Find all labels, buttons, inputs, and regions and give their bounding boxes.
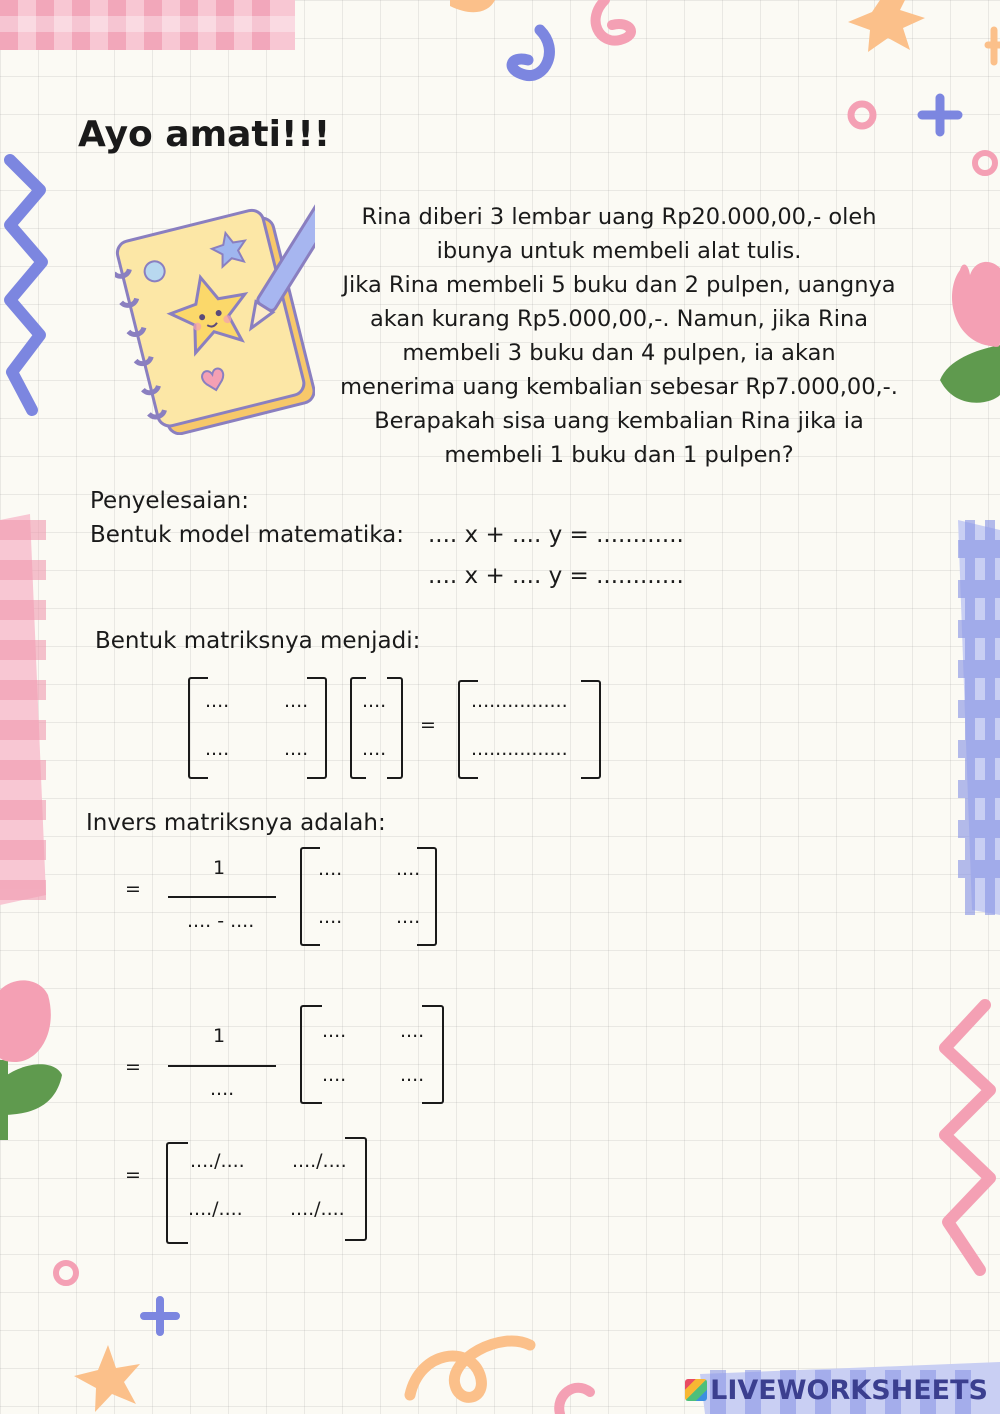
pink-zigzag (945, 1005, 990, 1270)
inverse2-m21-input[interactable]: .... (322, 1064, 347, 1086)
equals-sign: = (420, 714, 436, 736)
matrix-r2-input[interactable]: ................ (471, 738, 568, 760)
equals-sign: = (125, 1164, 141, 1186)
story-line: Rina diberi 3 lembar uang Rp20.000,00,- oleh (361, 204, 877, 230)
inverse-label: Invers matriksnya adalah: (86, 810, 386, 836)
inverse2-m22-input[interactable]: .... (400, 1064, 425, 1086)
inverse3-m11-input[interactable]: ..../.... (190, 1150, 245, 1172)
inverse3-m22-input[interactable]: ..../.... (290, 1198, 345, 1220)
page-title: Ayo amati!!! (78, 114, 331, 155)
blue-squiggle (512, 30, 549, 76)
bracket-left (166, 1142, 188, 1244)
story-line: ibunya untuk membeli alat tulis. (436, 238, 802, 264)
equals-sign: = (125, 1056, 141, 1078)
fraction-numerator: 1 (213, 857, 226, 879)
model-label: Bentuk model matematika: (90, 522, 404, 548)
pink-ring-bottom (56, 1263, 76, 1283)
tulip-left (0, 980, 62, 1140)
matrix-a21-input[interactable]: .... (205, 738, 230, 760)
inverse1-m11-input[interactable]: .... (318, 858, 343, 880)
fraction-numerator: 1 (213, 1025, 226, 1047)
inverse3-m21-input[interactable]: ..../.... (188, 1198, 243, 1220)
story-line: membeli 1 buku dan 1 pulpen? (444, 442, 794, 468)
matrix-a12-input[interactable]: .... (284, 690, 309, 712)
bracket-left (300, 847, 320, 946)
orange-star-bottom (74, 1345, 140, 1412)
equation-2-input[interactable]: .... x + .... y = ............ (428, 563, 684, 589)
story-line: membeli 3 buku dan 4 pulpen, ia akan (402, 340, 836, 366)
inverse2-m11-input[interactable]: .... (322, 1020, 347, 1042)
blue-plus-bottom (144, 1300, 176, 1332)
liveworksheets-logo[interactable] (685, 1375, 988, 1406)
orange-star (848, 0, 925, 52)
story-line: menerima uang kembalian sebesar Rp7.000,00,-. (340, 374, 898, 400)
fraction-line (168, 1065, 276, 1067)
pink-dot-right (975, 153, 995, 173)
pink-squiggle-bottom (559, 1388, 590, 1414)
blue-zigzag (10, 160, 42, 410)
equation-1-input[interactable]: .... x + .... y = ............ (428, 522, 684, 548)
tulip-right (940, 262, 1000, 403)
inverse2-m12-input[interactable]: .... (400, 1020, 425, 1042)
equals-sign: = (125, 878, 141, 900)
pink-tape-top-left (0, 0, 295, 50)
matrix-v2-input[interactable]: .... (362, 738, 387, 760)
liveworksheets-logo-icon (685, 1379, 707, 1401)
matrix-v1-input[interactable]: .... (362, 690, 387, 712)
bracket-right (387, 677, 403, 779)
story-problem (335, 200, 903, 472)
fraction-line (168, 896, 276, 898)
notebook-illustration (115, 190, 315, 435)
pink-ring (851, 104, 873, 126)
inverse1-m12-input[interactable]: .... (396, 858, 421, 880)
bracket-right (307, 677, 327, 779)
pink-tape-left (0, 514, 46, 905)
inverse1-m22-input[interactable]: .... (396, 906, 421, 928)
blue-tape-right (958, 520, 1000, 915)
liveworksheets-logo-text: LIVEWORKSHEETS (710, 1375, 988, 1406)
matrix-label: Bentuk matriksnya menjadi: (95, 628, 421, 654)
inverse3-m12-input[interactable]: ..../.... (292, 1150, 347, 1172)
inverse1-m21-input[interactable]: .... (318, 906, 343, 928)
orange-squiggle-bottom (410, 1341, 530, 1397)
matrix-a11-input[interactable]: .... (205, 690, 230, 712)
story-line: Berapakah sisa uang kembalian Rina jika ia (374, 408, 864, 434)
determinant-input[interactable]: .... - .... (187, 910, 255, 932)
orange-blob (450, 0, 495, 12)
matrix-r1-input[interactable]: ................ (471, 690, 568, 712)
blue-plus (922, 98, 958, 132)
matrix-a22-input[interactable]: .... (284, 738, 309, 760)
story-line: Jika Rina membeli 5 buku dan 2 pulpen, uangnya (342, 272, 896, 298)
bracket-left (300, 1005, 322, 1104)
bracket-right (581, 680, 601, 779)
pink-squiggle (596, 0, 631, 41)
solution-label: Penyelesaian: (90, 488, 249, 514)
bracket-right (422, 1005, 444, 1104)
story-line: akan kurang Rp5.000,00,-. Namun, jika Rina (369, 306, 868, 332)
bracket-right (345, 1137, 367, 1241)
determinant-value-input[interactable]: .... (210, 1078, 235, 1100)
orange-cross-right (988, 30, 1000, 62)
